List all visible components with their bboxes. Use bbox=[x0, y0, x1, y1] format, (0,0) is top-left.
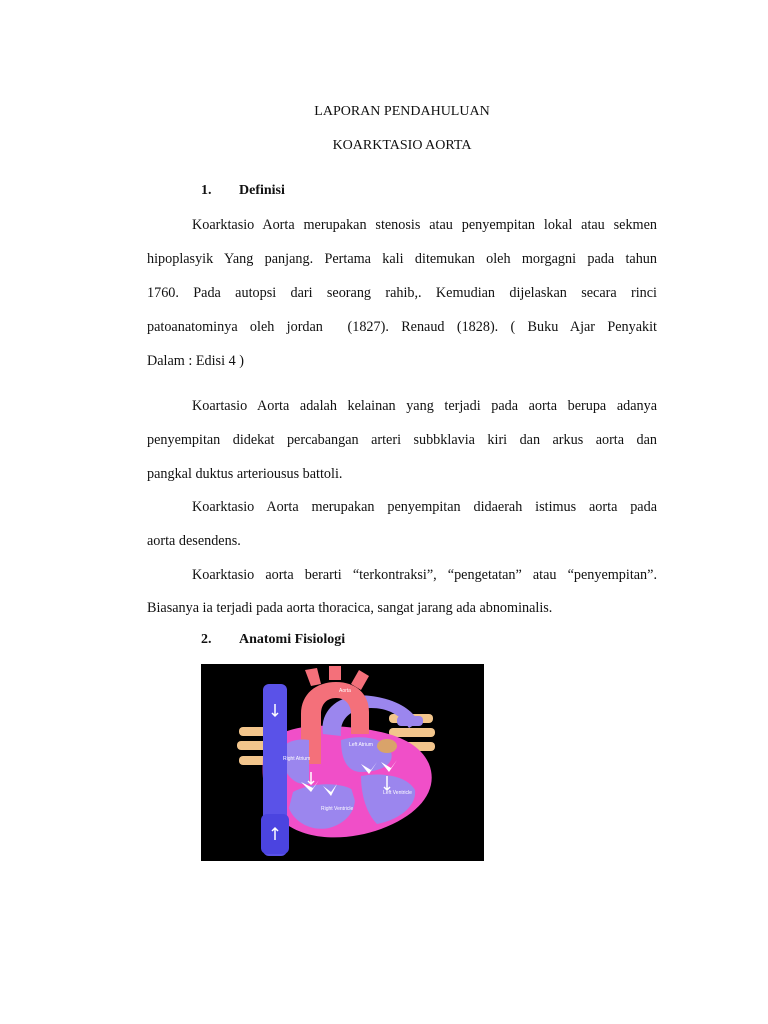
label-left-ventricle: Left Ventricle bbox=[383, 790, 412, 796]
paragraph-line: Koarktasio aorta berarti “terkontraksi”, “pengetatan” atau “penyempitan”. bbox=[192, 567, 657, 583]
document-subtitle: KOARKTASIO AORTA bbox=[332, 138, 472, 153]
paragraph-line: patoanatominya oleh jordan (1827). Renaud (1828). ( Buku Ajar Penyakit bbox=[147, 319, 657, 335]
paragraph-line: penyempitan didekat percabangan arteri subbklavia kiri dan arkus aorta dan bbox=[147, 432, 657, 448]
heart-diagram-figure bbox=[201, 664, 484, 861]
label-aorta: Aorta bbox=[339, 688, 351, 694]
paragraph-line: Koarktasio Aorta merupakan penyempitan didaerah istimus aorta pada bbox=[192, 499, 657, 515]
heart-diagram bbox=[201, 664, 484, 861]
label-right-atrium: Right Atrium bbox=[283, 756, 311, 762]
section-number: 1. bbox=[201, 183, 212, 198]
label-right-ventricle: Right Ventricle bbox=[321, 806, 354, 812]
label-left-atrium: Left Atrium bbox=[349, 742, 373, 748]
paragraph-line: hipoplasyik Yang panjang. Pertama kali ditemukan oleh morgagni pada tahun bbox=[147, 251, 657, 267]
paragraph-line: aorta desendens. bbox=[147, 533, 241, 549]
section-title: Anatomi Fisiologi bbox=[239, 632, 346, 647]
paragraph-line: Biasanya ia terjadi pada aorta thoracica, sangat jarang ada abnominalis. bbox=[147, 600, 553, 616]
section-heading-definisi bbox=[201, 183, 285, 199]
paragraph-line: pangkal duktus arteriousus battoli. bbox=[147, 466, 343, 482]
paragraph-line: Koartasio Aorta adalah kelainan yang terjadi pada aorta berupa adanya bbox=[192, 398, 657, 414]
section-title: Definisi bbox=[239, 183, 285, 198]
paragraph-line: 1760. Pada autopsi dari seorang rahib,. Kemudian dijelaskan secara rinci bbox=[147, 285, 657, 301]
paragraph-line: Dalam : Edisi 4 ) bbox=[147, 353, 244, 369]
paragraph-line: Koarktasio Aorta merupakan stenosis atau penyempitan lokal atau sekmen bbox=[192, 217, 657, 233]
section-number: 2. bbox=[201, 632, 212, 647]
document-title: LAPORAN PENDAHULUAN bbox=[314, 104, 490, 119]
section-heading-anatomi-fisiologi bbox=[201, 632, 345, 648]
